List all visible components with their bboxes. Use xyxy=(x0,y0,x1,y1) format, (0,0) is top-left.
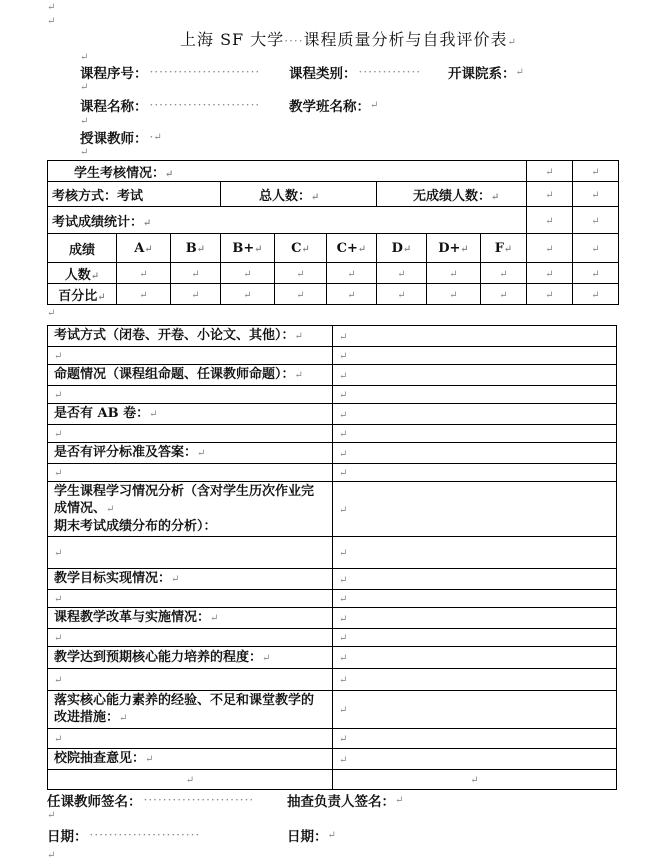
empty-cell[interactable]: ↵ xyxy=(527,182,573,207)
course-number-input[interactable]: ······················· xyxy=(149,65,261,79)
empty-cell[interactable]: ↵ xyxy=(527,207,573,234)
title-dots: ···· xyxy=(284,34,304,48)
grade-d-cell: D↵ xyxy=(377,234,427,263)
paragraph-mark: ↵ xyxy=(80,82,89,93)
answer-cell[interactable]: ↵ xyxy=(48,669,333,691)
no-score-count-cell[interactable]: 无成绩人数：↵ xyxy=(377,182,527,207)
question-label: 教学达到预期核心能力培养的程度：↵ xyxy=(48,647,333,669)
answer-cell[interactable]: ↵ xyxy=(333,365,617,386)
count-cell[interactable]: ↵ xyxy=(221,263,275,284)
answer-cell[interactable]: ↵ xyxy=(48,347,333,365)
answer-cell[interactable]: ↵ xyxy=(333,691,617,729)
answer-cell[interactable]: ↵ xyxy=(333,425,617,443)
answer-cell[interactable]: ↵ xyxy=(333,464,617,482)
question-label: 命题情况（课程组命题、任课教师命题）：↵ xyxy=(48,365,333,386)
grade-f-cell: F↵ xyxy=(481,234,527,263)
college-field: 开课院系： ↵ xyxy=(448,66,524,82)
empty-cell[interactable]: ↵ xyxy=(573,234,619,263)
empty-cell[interactable]: ↵ xyxy=(527,234,573,263)
answer-cell[interactable]: ↵ xyxy=(48,386,333,404)
exam-method-cell: 考核方式：考试 xyxy=(48,182,221,207)
paragraph-mark: ↵ xyxy=(47,810,56,821)
paragraph-mark: ↵ xyxy=(47,16,56,27)
grade-c-cell: C↵ xyxy=(275,234,327,263)
answer-cell[interactable]: ↵ xyxy=(333,569,617,590)
document-title xyxy=(180,32,517,51)
course-type-field: 课程类别： ············· xyxy=(289,65,422,82)
course-analysis-table xyxy=(47,325,617,790)
answer-cell[interactable]: ↵ xyxy=(333,326,617,347)
paragraph-mark: ↵ xyxy=(507,37,517,48)
answer-cell[interactable]: ↵ xyxy=(333,770,617,790)
paragraph-mark: ↵ xyxy=(47,308,56,319)
grade-c-plus-cell: C+↵ xyxy=(327,234,377,263)
question-label: 教学目标实现情况：↵ xyxy=(48,569,333,590)
percent-cell[interactable]: ↵ xyxy=(377,284,427,305)
empty-cell[interactable]: ↵ xyxy=(573,161,619,182)
question-label: 考试方式（闭卷、开卷、小论文、其他）：↵ xyxy=(48,326,333,347)
question-label: 落实核心能力素养的经验、不足和课堂教学的改进措施：↵ xyxy=(48,691,333,729)
answer-cell[interactable]: ↵ xyxy=(333,590,617,608)
paragraph-mark: ↵ xyxy=(80,147,89,158)
answer-cell[interactable]: ↵ xyxy=(48,729,333,749)
count-cell[interactable]: ↵ xyxy=(171,263,221,284)
percent-cell[interactable]: ↵ xyxy=(117,284,171,305)
section-title-cell: 学生考核情况：↵ xyxy=(48,161,527,182)
question-label: 是否有 AB 卷：↵ xyxy=(48,404,333,425)
question-label: 学生课程学习情况分析（含对学生历次作业完成情况、↵ 期末考试成绩分布的分析）： xyxy=(48,482,333,537)
assessment-stats-table xyxy=(47,160,619,305)
percent-cell[interactable]: ↵ xyxy=(427,284,481,305)
empty-cell[interactable]: ↵ xyxy=(573,207,619,234)
paragraph-mark: ↵ xyxy=(47,2,56,13)
course-name-input[interactable]: ······················· xyxy=(149,98,261,112)
answer-cell[interactable]: ↵ xyxy=(333,629,617,647)
course-number-field: 课程序号： ······················· xyxy=(80,65,261,82)
teacher-signature-field: 任课教师签名： ······················· xyxy=(47,793,255,810)
answer-cell[interactable]: ↵ xyxy=(48,464,333,482)
answer-cell[interactable]: ↵ xyxy=(333,537,617,569)
question-label: 是否有评分标准及答案：↵ xyxy=(48,443,333,464)
count-cell[interactable]: ↵ xyxy=(275,263,327,284)
paragraph-mark: ↵ xyxy=(80,52,89,63)
answer-cell[interactable]: ↵ xyxy=(48,425,333,443)
answer-cell[interactable]: ↵ xyxy=(333,729,617,749)
count-cell[interactable]: ↵ xyxy=(327,263,377,284)
empty-cell[interactable]: ↵ xyxy=(527,161,573,182)
percent-row-header: 百分比↵ xyxy=(48,284,117,305)
percent-cell[interactable]: ↵ xyxy=(327,284,377,305)
count-cell[interactable]: ↵ xyxy=(481,263,527,284)
answer-cell[interactable]: ↵ xyxy=(333,482,617,537)
answer-cell[interactable]: ↵ xyxy=(48,629,333,647)
grade-a-cell: A↵ xyxy=(117,234,171,263)
score-stats-cell: 考试成绩统计：↵ xyxy=(48,207,527,234)
course-name-field: 课程名称： ······················· xyxy=(80,98,261,115)
empty-cell[interactable]: ↵ xyxy=(527,284,573,305)
percent-cell[interactable]: ↵ xyxy=(171,284,221,305)
grade-b-plus-cell: B+↵ xyxy=(221,234,275,263)
grade-b-cell: B↵ xyxy=(171,234,221,263)
answer-cell[interactable]: ↵ xyxy=(48,590,333,608)
answer-cell[interactable]: ↵ xyxy=(48,537,333,569)
count-cell[interactable]: ↵ xyxy=(377,263,427,284)
count-cell[interactable]: ↵ xyxy=(427,263,481,284)
answer-cell[interactable]: ↵ xyxy=(333,347,617,365)
date-field-1: 日期： ······················· xyxy=(47,828,201,845)
percent-cell[interactable]: ↵ xyxy=(275,284,327,305)
inspector-signature-field: 抽查负责人签名： ↵ xyxy=(287,794,404,810)
empty-cell[interactable]: ↵ xyxy=(573,263,619,284)
answer-cell[interactable]: ↵ xyxy=(333,647,617,669)
answer-cell[interactable]: ↵ xyxy=(333,404,617,425)
answer-cell[interactable]: ↵ xyxy=(333,443,617,464)
answer-cell[interactable]: ↵ xyxy=(48,770,333,790)
grade-header-cell: 成绩 xyxy=(48,234,117,263)
question-label: 校院抽查意见：↵ xyxy=(48,749,333,770)
question-label: 课程教学改革与实施情况：↵ xyxy=(48,608,333,629)
teacher-field: 授课教师： · ↵ xyxy=(80,130,162,147)
form-name: 课程质量分析与自我评价表 xyxy=(303,30,508,49)
percent-cell[interactable]: ↵ xyxy=(481,284,527,305)
answer-cell[interactable]: ↵ xyxy=(333,608,617,629)
empty-cell[interactable]: ↵ xyxy=(573,284,619,305)
university-name: 上海 SF 大学 xyxy=(180,30,285,49)
count-cell[interactable]: ↵ xyxy=(117,263,171,284)
paragraph-mark: ↵ xyxy=(47,850,56,861)
percent-cell[interactable]: ↵ xyxy=(221,284,275,305)
teacher-signature-input[interactable]: ······················· xyxy=(143,793,255,807)
empty-cell[interactable]: ↵ xyxy=(573,182,619,207)
answer-cell[interactable]: ↵ xyxy=(333,749,617,770)
answer-cell[interactable]: ↵ xyxy=(333,669,617,691)
count-row-header: 人数↵ xyxy=(48,263,117,284)
course-type-input[interactable]: ············· xyxy=(358,65,422,79)
grade-d-plus-cell: D+↵ xyxy=(427,234,481,263)
paragraph-mark: ↵ xyxy=(80,116,89,127)
teacher-input[interactable]: · xyxy=(149,130,154,144)
class-name-field: 教学班名称： ↵ xyxy=(289,99,379,115)
empty-cell[interactable]: ↵ xyxy=(527,263,573,284)
total-count-cell[interactable]: 总人数：↵ xyxy=(221,182,377,207)
answer-cell[interactable]: ↵ xyxy=(333,386,617,404)
date-field-2: 日期： ↵ xyxy=(287,829,336,845)
date-input-1[interactable]: ······················· xyxy=(89,828,201,842)
